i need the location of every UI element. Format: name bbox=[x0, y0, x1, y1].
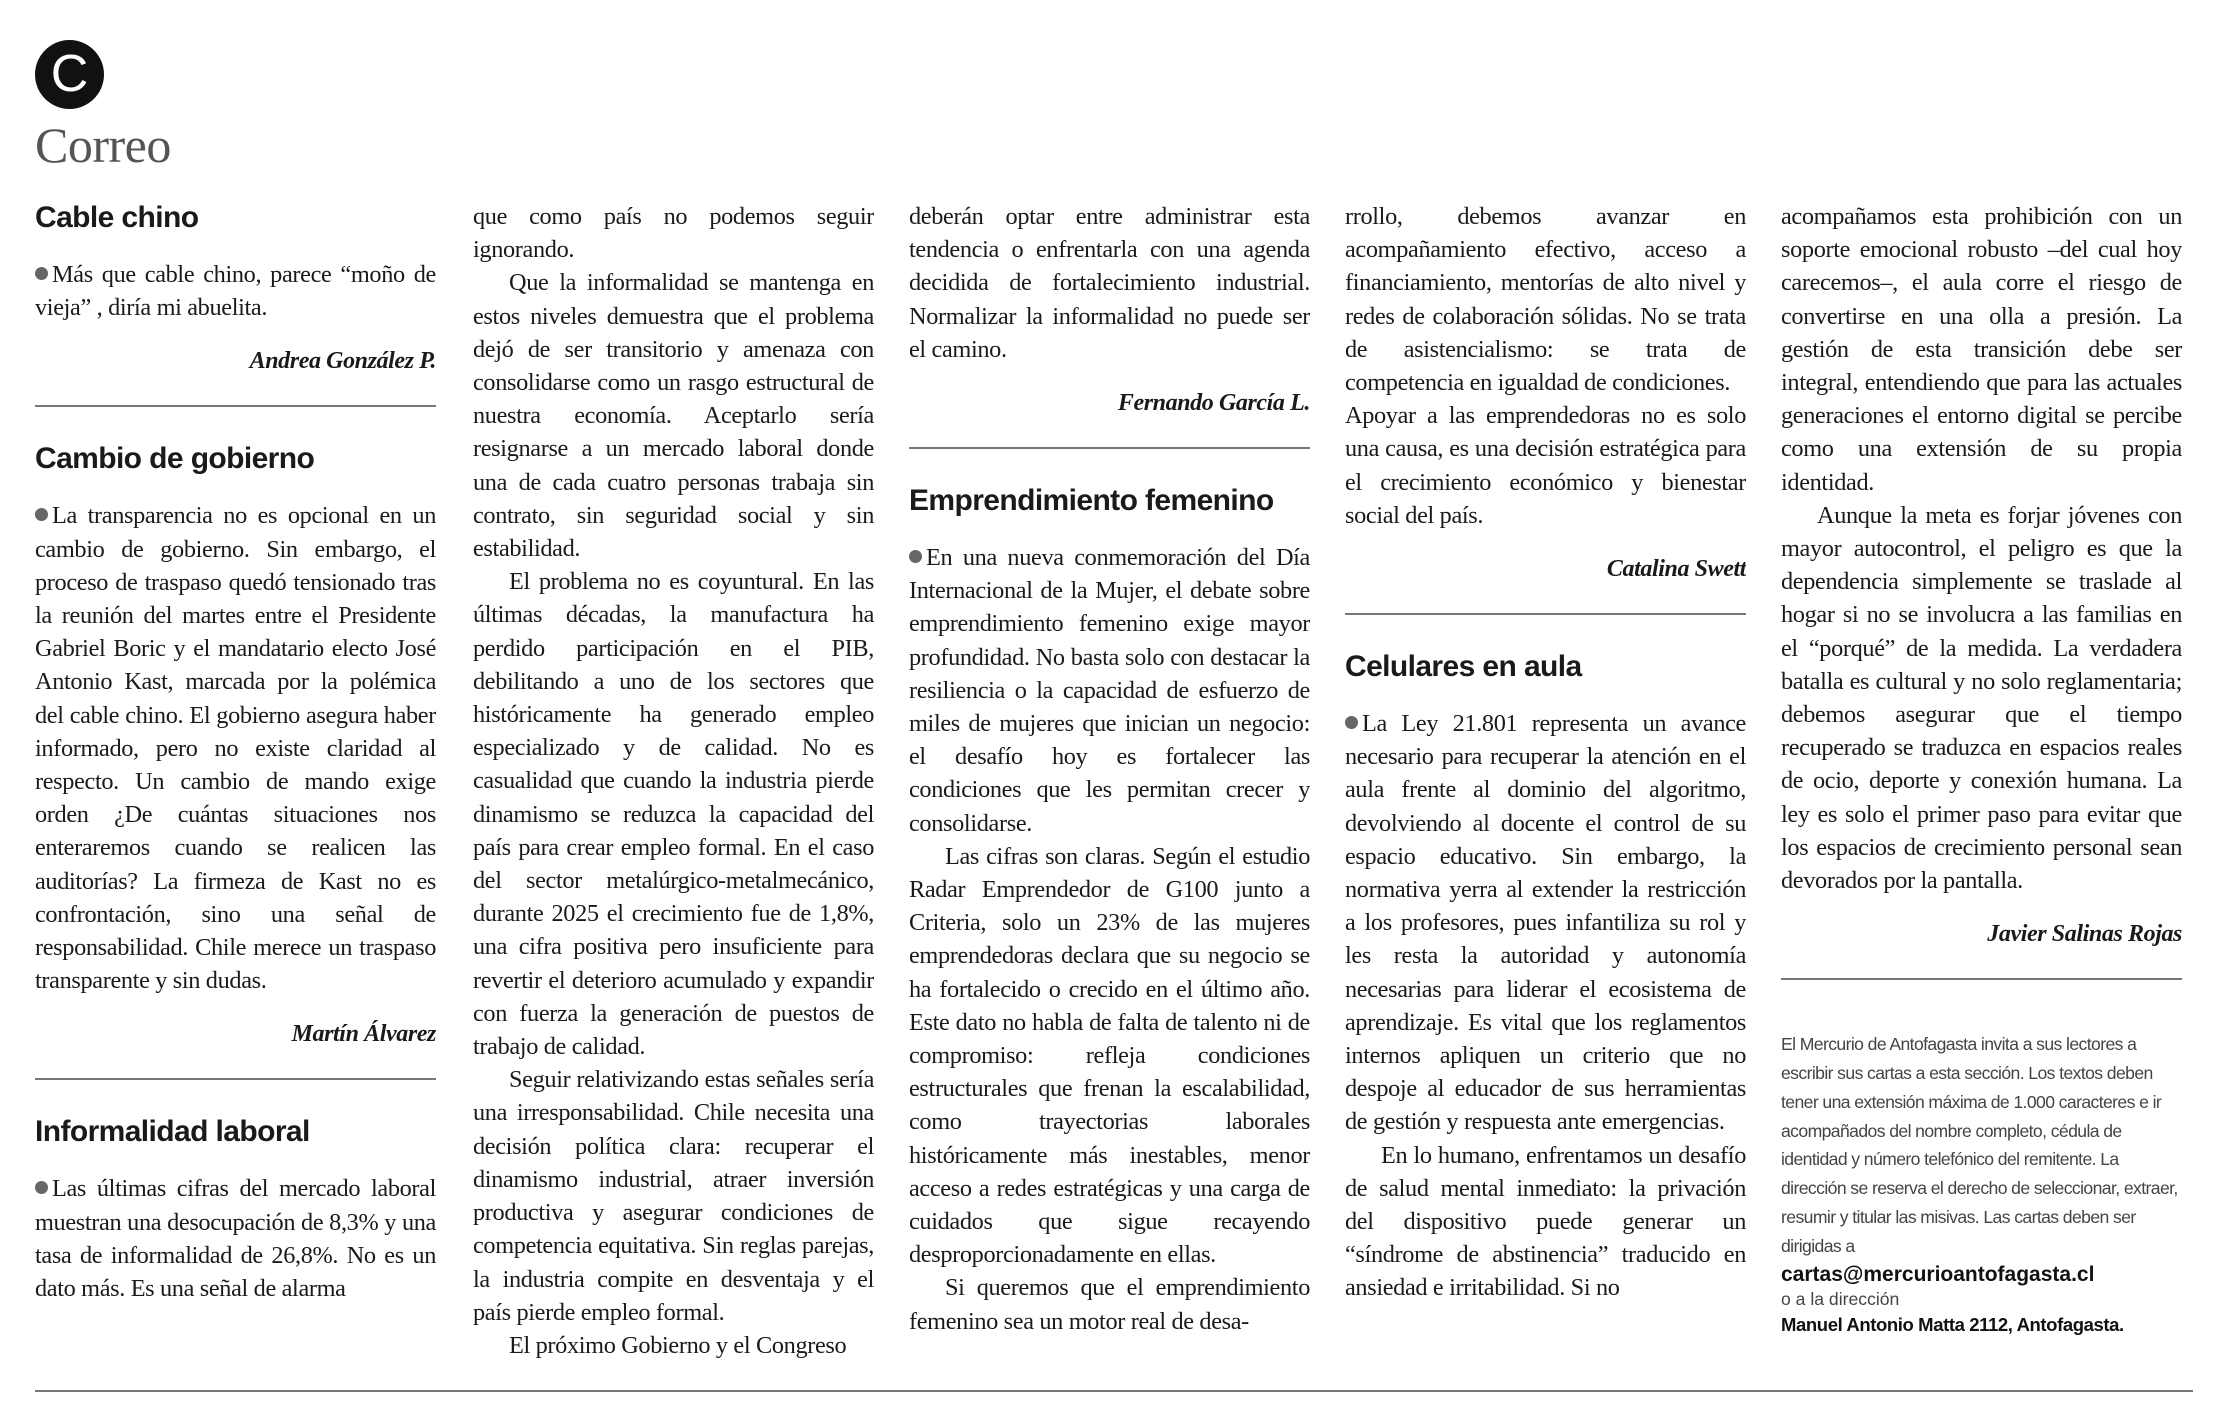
divider bbox=[35, 1078, 436, 1080]
bullet-icon bbox=[35, 267, 48, 280]
letter-heading: Informalidad laboral bbox=[35, 1115, 310, 1149]
letter-paragraph: Que la informalidad se mantenga en estos niveles demuestra que el problema dejó de ser transitorio y amenaza con consolidarse como un rasgo estructural de nuestra economía. Aceptarlo sería resignarse a un mercado laboral donde una de cada cuatro personas trabaja sin contrato, sin seguridad social y sin estabilidad. bbox=[473, 269, 874, 563]
letter-paragraph: En lo humano, enfrentamos un desafío de salud mental inmediato: la privación del dispositivo puede generar un “síndrome de abstinencia” traducido en ansiedad e irritabilidad. Si no bbox=[1345, 1141, 1746, 1302]
letter-paragraph bbox=[35, 499, 436, 997]
letter-paragraph: Seguir relativizando estas señales sería una irresponsabilidad. Chile necesita una decisión política clara: recuperar el dinamismo industrial, atraer inversión productiva y asegurar condiciones de competencia equitativa. Sin reglas parejas, la industria compite en desventaja y el país pierde empleo formal. bbox=[473, 1066, 874, 1326]
divider bbox=[909, 447, 1310, 449]
column-4 bbox=[1345, 200, 1746, 1370]
letter-paragraph: rrollo, debemos avanzar en acompañamiento efectivo, acceso a financiamiento, mentorías de alto nivel y redes de colaboración sólidas. No se trata de asistencialismo: se trata de competencia en igualdad de condiciones. bbox=[1345, 203, 1746, 397]
letter-paragraph: Apoyar a las emprendedoras no es solo una causa, es una decisión estratégica para el crecimiento económico y bienestar social del país. bbox=[1345, 402, 1746, 529]
letter-cambio-gobierno bbox=[35, 441, 436, 1080]
letter-emprendimiento-femenino bbox=[909, 483, 1310, 1338]
letter-signature: Javier Salinas Rojas bbox=[1987, 921, 2182, 948]
letter-paragraph: deberán optar entre administrar esta tendencia o enfrentarla con una agenda decidida de fortalecimiento industrial. Normalizar la informalidad no puede ser el camino. bbox=[909, 203, 1310, 363]
submission-or-text: o a la dirección bbox=[1781, 1288, 1900, 1309]
letter-informalidad-laboral bbox=[35, 1114, 436, 1305]
letter-heading: Emprendimiento femenino bbox=[909, 484, 1274, 518]
letter-signature: Catalina Swett bbox=[1606, 556, 1746, 583]
submission-note bbox=[1781, 1030, 2182, 1335]
letter-paragraph: que como país no podemos seguir ignorando. bbox=[473, 203, 874, 264]
divider bbox=[1345, 613, 1746, 615]
section-logo: C bbox=[35, 40, 104, 109]
letter-paragraph bbox=[35, 258, 436, 324]
letter-heading: Cambio de gobierno bbox=[35, 442, 315, 476]
letter-paragraph bbox=[909, 541, 1310, 840]
bullet-icon bbox=[35, 508, 48, 521]
letter-celulares-en-aula bbox=[1345, 649, 1746, 1305]
paragraph-text: Más que cable chino, parece “moño de vieja” , diría mi abuelita. bbox=[35, 261, 436, 322]
letter-paragraph: Aunque la meta es forjar jóvenes con mayor autocontrol, el peligro es que la dependencia simplemente se traslade al hogar si no se involucra a las familias en el “porqué” de la medida. La verdadera batalla es cultural y no solo reglamentaria; debemos asegurar que el tiempo recuperado se traduzca en espacios reales de ocio, deporte y conexión humana. La ley es solo el primer paso para evitar que los espacios de crecimiento personal sean devorados por la pantalla. bbox=[1781, 501, 2182, 895]
letter-paragraph bbox=[1345, 707, 1746, 1139]
letter-signature: Fernando García L. bbox=[1117, 390, 1310, 417]
column-1 bbox=[35, 200, 436, 1370]
letter-cable-chino bbox=[35, 200, 436, 407]
letter-signature: Martín Álvarez bbox=[291, 1021, 436, 1048]
bottom-divider bbox=[35, 1390, 2193, 1392]
section-title: Correo bbox=[35, 117, 171, 173]
column-5 bbox=[1781, 200, 2182, 1370]
paragraph-text: La transparencia no es opcional en un cambio de gobierno. Sin embargo, el proceso de traspaso quedó tensionado tras la reunión del martes entre el Presidente Gabriel Boric y el mandatario electo José Antonio Kast, marcada por la polémica del cable chino. El gobierno asegura haber informado, pero no existe claridad al respecto. Un cambio de mando exige orden ¿De cuántas situaciones nos enteraremos cuando se realicen las auditorías? La firmeza de Kast no es confrontación, sino una señal de responsabilidad. Chile merece un traspaso transparente y sin dudas. bbox=[35, 502, 436, 995]
letter-heading: Celulares en aula bbox=[1345, 650, 1582, 684]
divider bbox=[1781, 978, 2182, 980]
letter-paragraph: Las cifras son claras. Según el estudio Radar Emprendedor de G100 junto a Criteria, solo un 23% de las mujeres emprendedoras declara que su negocio se ha fortalecido o crecido en el último año. Este dato no habla de falta de talento ni de compromiso: refleja condiciones estructurales que frenan la escalabilidad, como trayectorias laborales históricamente más inestables, menor acceso a redes estratégicas y una carga de cuidados que sigue recayendo desproporcionadamente en ellas. bbox=[909, 842, 1310, 1269]
letter-paragraph: El próximo Gobierno y el Congreso bbox=[509, 1331, 847, 1359]
letter-signature: Andrea González P. bbox=[249, 348, 436, 375]
letter-paragraph: acompañamos esta prohibición con un soporte emocional robusto –del cual hoy carecemos–, el aula corre el riesgo de convertirse en una olla a presión. La gestión de esta transición debe ser integral, entendiendo que para las actuales generaciones el entorno digital se percibe como una extensión de su propia identidad. bbox=[1781, 203, 2182, 496]
submission-email-link[interactable]: cartas@mercurioantofagasta.cl bbox=[1781, 1262, 2095, 1286]
column-3 bbox=[909, 200, 1310, 1370]
letter-paragraph: El problema no es coyuntural. En las últimas décadas, la manufactura ha perdido participación en el PIB, debilitando a uno de los sectores que históricamente ha generado empleo especializado y de calidad. No es casualidad que cuando la industria pierde dinamismo se reduzca la capacidad del país para crear empleo formal. En el caso del sector metalúrgico-metalmecánico, durante 2025 el crecimiento fue de 1,8%, una cifra positiva pero insuficiente para revertir el deterioro acumulado y expandir con fuerza la generación de puestos de trabajo de calidad. bbox=[473, 568, 874, 1061]
letter-heading: Cable chino bbox=[35, 201, 199, 234]
column-2 bbox=[473, 200, 874, 1370]
bullet-icon bbox=[35, 1181, 48, 1194]
divider bbox=[35, 405, 436, 407]
bullet-icon bbox=[1345, 716, 1358, 729]
letter-paragraph bbox=[35, 1172, 436, 1305]
paragraph-text: Las últimas cifras del mercado laboral muestran una desocupación de 8,3% y una tasa de informalidad de 26,8%. No es un dato más. Es una señal de alarma bbox=[35, 1175, 436, 1303]
paragraph-text: En una nueva conmemoración del Día Internacional de la Mujer, el debate sobre emprendimiento femenino exige mayor profundidad. No basta solo con destacar la resiliencia o la capacidad de esfuerzo de miles de mujeres que inician un negocio: el desafío hoy es fortalecer las condiciones que les permitan crecer y consolidarse. bbox=[909, 544, 1310, 837]
letter-paragraph: Si queremos que el emprendimiento femenino sea un motor real de desa- bbox=[909, 1274, 1310, 1335]
paragraph-text: La Ley 21.801 representa un avance necesario para recuperar la atención en el aula frente al dominio del algoritmo, devolviendo al docente el control de su espacio educativo. Sin embargo, la normativa yerra al extender la restricción a los profesores, pues infantiliza su rol y les resta la autoridad y autonomía necesarias para liderar el ecosistema de aprendizaje. Es vital que los reglamentos internos apliquen un criterio que no despoje al educador de sus herramientas de gestión y respuesta ante emergencias. bbox=[1345, 710, 1746, 1136]
submission-address: Manuel Antonio Matta 2112, Antofagasta. bbox=[1781, 1313, 2124, 1335]
bullet-icon bbox=[909, 550, 922, 563]
submission-note-text: El Mercurio de Antofagasta invita a sus lectores a escribir sus cartas a esta sección. Los textos deben tener una extensión máxima de 1.000 caracteres e ir acompañados del nombre completo, cédula de identidad y número telefónico del remitente. La dirección se reserva el derecho de seleccionar, extraer, resumir y titular las misivas. Las cartas deben ser dirigidas a bbox=[1781, 1034, 2178, 1256]
